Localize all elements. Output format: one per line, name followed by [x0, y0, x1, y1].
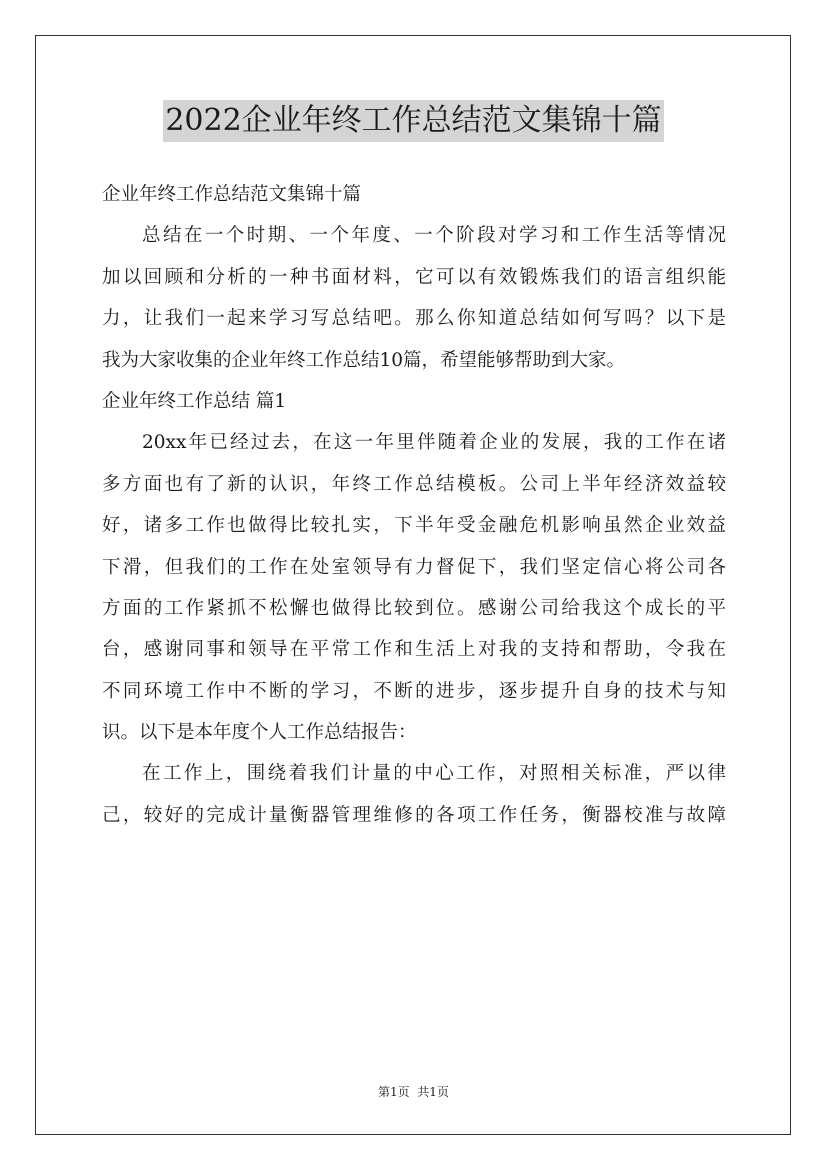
document-body	[102, 174, 726, 836]
paragraph-line: 多方面也有了新的认识，年终工作总结模板。公司上半年经济效益较	[102, 473, 726, 495]
section-heading: 企业年终工作总结 篇1	[102, 390, 287, 412]
paragraph-line: 20xx年已经过去，在这一年里伴随着企业的发展，我的工作在诸	[142, 432, 726, 454]
paragraph-line: 识。以下是本年度个人工作总结报告：	[102, 722, 417, 744]
paragraph-line: 方面的工作紧抓不松懈也做得比较到位。感谢公司给我这个成长的平	[102, 597, 726, 619]
paragraph-line: 力，让我们一起来学习写总结吧。那么你知道总结如何写吗？以下是	[102, 308, 726, 330]
paragraph-line: 台，感谢同事和领导在平常工作和生活上对我的支持和帮助，令我在	[102, 639, 726, 661]
paragraph-line: 在工作上，围绕着我们计量的中心工作，对照相关标准，严以律	[142, 763, 726, 785]
paragraph-line: 我为大家收集的企业年终工作总结10篇，希望能够帮助到大家。	[102, 349, 626, 371]
paragraph-line: 下滑，但我们的工作在处室领导有力督促下，我们坚定信心将公司各	[102, 556, 726, 578]
paragraph-line: 好，诸多工作也做得比较扎实，下半年受金融危机影响虽然企业效益	[102, 515, 726, 537]
page-footer: 第1页 共1页	[378, 1085, 449, 1099]
document-title: 2022企业年终工作总结范文集锦十篇	[163, 100, 663, 142]
title-container	[0, 100, 827, 142]
paragraph-line: 不同环境工作中不断的学习，不断的进步，逐步提升自身的技术与知	[102, 680, 726, 702]
paragraph-line: 总结在一个时期、一个年度、一个阶段对学习和工作生活等情况	[142, 225, 726, 247]
paragraph-line: 加以回顾和分析的一种书面材料，它可以有效锻炼我们的语言组织能	[102, 266, 726, 288]
intro-heading: 企业年终工作总结范文集锦十篇	[102, 184, 362, 205]
paragraph-line: 己，较好的完成计量衡器管理维修的各项工作任务，衡器校准与故障	[102, 804, 726, 826]
